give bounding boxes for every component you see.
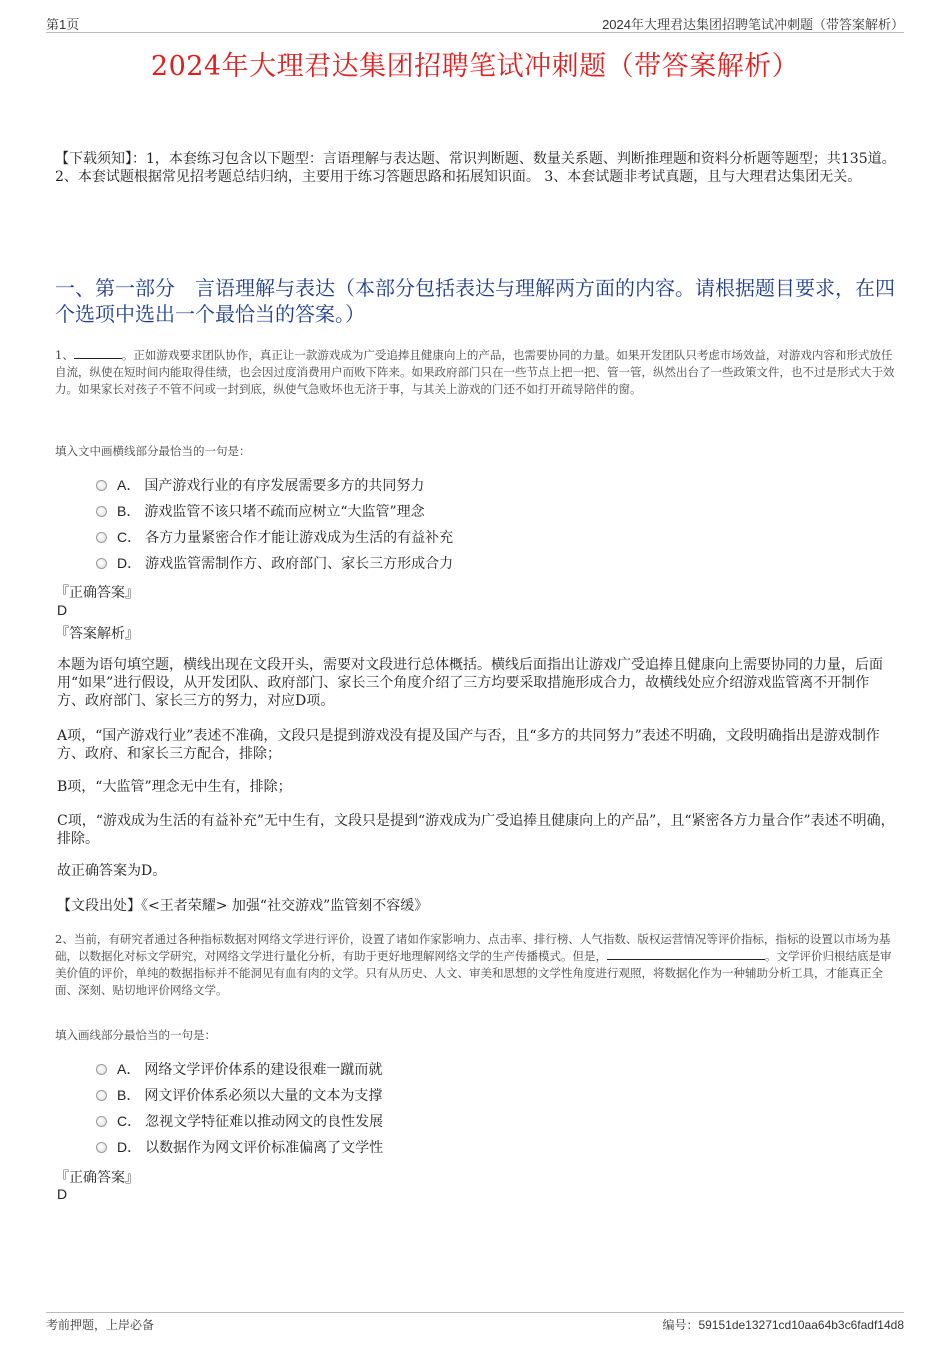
question-2-body-before: 当前，有研究者通过各种指标数据对网络文学进行评价，设置了诸如作家影响力、点击率、排行榜、人气指数、版权运营情况等评价指标，指标的设置以市场为基础，以数据化对标文学研究，对网络文学进行量化分析，有助于更好地理解网络文学的生产传播模式。但是， — [55, 932, 891, 963]
question-2-text — [55, 931, 898, 999]
question-1-body: 。正如游戏要求团队协作，真正让一款游戏成为广受追捧且健康向上的产品，也需要协同的力量。如果开发团队只考虑市场效益，对游戏内容和形式放任自流，纵使在短时间内能取得佳绩，也会因过度消费用户而败下阵来。如果政府部门只在一些节点上把一把、管一管，纵然出台了一些政策文件，也不过是形式大于效力。如果家长对孩子不管不问或一封到底，纵使气急败坏也无济于事，与其关上游戏的门还不如打开疏导陪伴的窗。 — [55, 348, 895, 396]
question-1-prompt: 填入文中画横线部分最恰当的一句是： — [55, 444, 251, 458]
question-1-blank — [74, 358, 122, 359]
question-2-options — [96, 1056, 890, 1160]
question-2-option-c[interactable]: C． 忽视文学特征难以推动网文的良性发展 — [96, 1108, 890, 1134]
section-title: 一、第一部分 言语理解与表达（本部分包括表达与理解两方面的内容。请根据题目要求，在四个选项中选出一个最恰当的答案。） — [55, 276, 895, 326]
footer-code-value: 59151de13271cd10aa64b3c6fadf14d8 — [698, 1318, 904, 1332]
question-2-option-a[interactable]: A． 网络文学评价体系的建设很难一蹴而就 — [96, 1056, 890, 1082]
footer-slogan: 考前押题，上岸必备 — [46, 1318, 155, 1332]
header-doc-name: 2024年大理君达集团招聘笔试冲刺题（带答案解析） — [602, 17, 904, 32]
question-1-text — [55, 347, 898, 398]
source-citation: 【文段出处】《<王者荣耀> 加强“社交游戏”监管刻不容缓》 — [57, 898, 429, 914]
question-1-analysis-label: 『答案解析』 — [55, 626, 139, 642]
question-2-prompt: 填入画线部分最恰当的一句是： — [55, 1028, 216, 1042]
analysis-paragraph: 故正确答案为D。 — [57, 863, 167, 879]
radio-icon[interactable] — [96, 480, 107, 491]
question-2-option-b[interactable]: B． 网文评价体系必须以大量的文本为支撑 — [96, 1082, 890, 1108]
question-1-options — [96, 472, 890, 576]
document-title: 2024年大理君达集团招聘笔试冲刺题（带答案解析） — [150, 51, 800, 82]
radio-icon[interactable] — [96, 506, 107, 517]
question-1-number: 1、 — [55, 348, 74, 362]
page-number: 第1页 — [46, 17, 80, 32]
page-footer — [46, 1312, 904, 1335]
analysis-paragraph: 本题为语句填空题，横线出现在文段开头，需要对文段进行总体概括。横线后面指出让游戏广受追捧且健康向上需要协同的力量，后面用“如果”进行假设，从开发团队、政府部门、家长三个角度介绍了三方均要采取措施形成合力，故横线处应介绍游戏监管离不开制作方、政府部门、家长三方的努力，对应D项。 — [57, 657, 883, 709]
footer-code-label: 编号： — [662, 1318, 699, 1332]
question-1-option-c[interactable]: C． 各方力量紧密合作才能让游戏成为生活的有益补充 — [96, 524, 890, 550]
radio-icon[interactable] — [96, 1064, 107, 1075]
page-header — [46, 12, 904, 33]
question-2-answer-label: 『正确答案』 — [55, 1170, 139, 1186]
radio-icon[interactable] — [96, 1116, 107, 1127]
radio-icon[interactable] — [96, 558, 107, 569]
radio-icon[interactable] — [96, 1090, 107, 1101]
footer-code — [662, 1316, 904, 1333]
analysis-paragraph: C项，“游戏成为生活的有益补充”无中生有，文段只是提到“游戏成为广受追捧且健康向上的产品”，且“紧密各方力量合作”表述不明确，排除。 — [57, 813, 895, 847]
question-1-option-d[interactable]: D． 游戏监管需制作方、政府部门、家长三方形成合力 — [96, 550, 890, 576]
question-2-answer: D — [57, 1186, 68, 1202]
question-1-option-b[interactable]: B． 游戏监管不该只堵不疏而应树立“大监管”理念 — [96, 498, 890, 524]
question-2-option-d[interactable]: D． 以数据作为网文评价标准偏离了文学性 — [96, 1134, 890, 1160]
download-notice: 【下载须知】：1，本套练习包含以下题型：言语理解与表达题、常识判断题、数量关系题、判断推理题和资料分析题等题型；共135道。 2、本套试题根据常见招考题总结归纳，主要用于练习答题思路和拓展知识面。 3、本套试题非考试真题，且与大理君达集团无关。 — [55, 151, 896, 185]
analysis-paragraph: B项，“大监管”理念无中生有，排除； — [57, 779, 292, 795]
question-2-blank — [607, 959, 765, 960]
question-2-body-after: 。文学评价归根结底是审美价值的评价，单纯的数据指标并不能洞见有血有肉的文学。只有从历史、人文、审美和思想的文学性角度进行观照，将数据化作为一种辅助分析工具，才能真正全面、深刻、贴切地评价网络文学。 — [55, 949, 892, 997]
question-1-answer: D — [57, 602, 68, 618]
analysis-paragraph: A项，“国产游戏行业”表述不准确，文段只是提到游戏没有提及国产与否，且“多方的共同努力”表述不明确，文段明确指出是游戏制作方、政府、和家长三方配合，排除； — [57, 728, 880, 762]
question-1-option-a[interactable]: A． 国产游戏行业的有序发展需要多方的共同努力 — [96, 472, 890, 498]
radio-icon[interactable] — [96, 1142, 107, 1153]
question-2-number: 2、 — [55, 932, 74, 946]
question-1-answer-label: 『正确答案』 — [55, 585, 139, 601]
radio-icon[interactable] — [96, 532, 107, 543]
